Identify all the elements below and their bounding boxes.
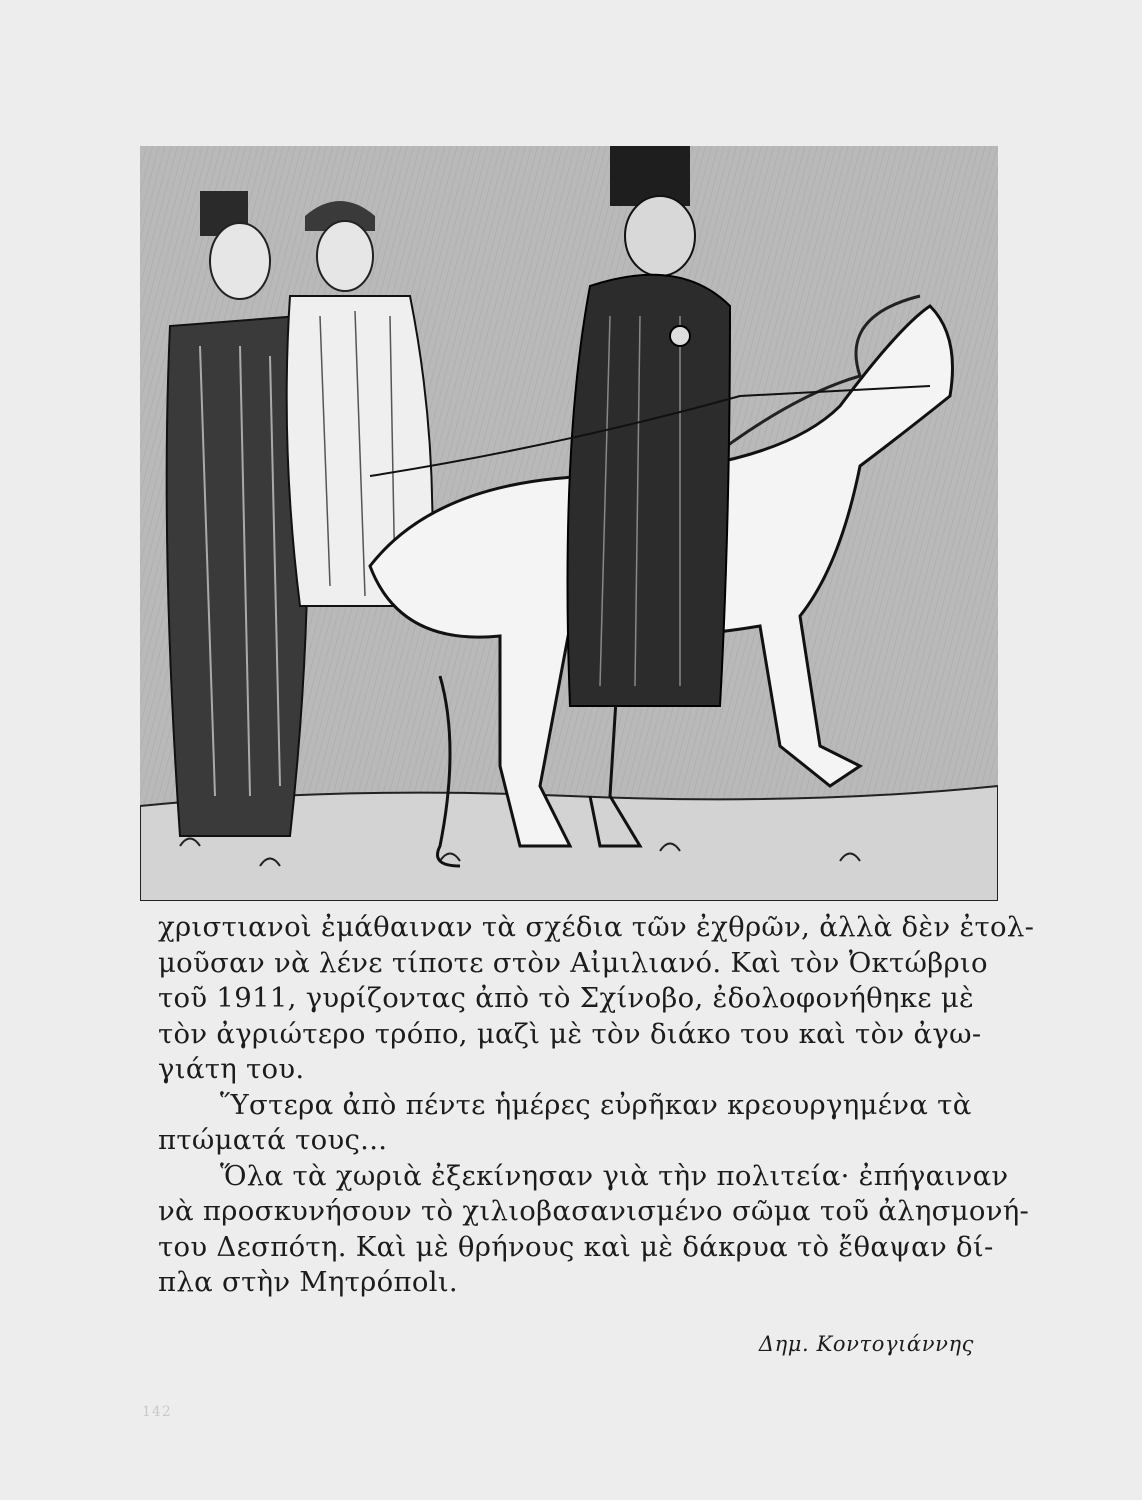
illustration-drawing xyxy=(140,146,998,901)
text-line: Ὕστερα ἀπὸ πέντε ἡμέρες εὐρῆκαν κρεουργημένα τὰ xyxy=(220,1088,972,1121)
text-line: χριστιανοὶ ἐμάθαιναν τὰ σχέδια τῶν ἐχθρῶν, ἀλλὰ δὲν ἐτολ- xyxy=(158,911,1035,943)
author-signature: Δημ. Κοντογιάννης xyxy=(758,1332,974,1356)
page-number: 142 xyxy=(142,1404,172,1420)
text-line: νὰ προσκυνήσουν τὸ χιλιοβασανισμένο σῶμα τοῦ ἀλησμονή- xyxy=(158,1195,1030,1227)
text-line: γιάτη του. xyxy=(158,1053,305,1085)
paragraph xyxy=(158,1088,998,1159)
paragraph xyxy=(158,910,1035,1088)
text-line: μοῦσαν νὰ λένε τίποτε στὸν Αἰμιλιανό. Καὶ τὸν Ὀκτώβριο xyxy=(158,946,988,979)
paragraph xyxy=(158,1159,1030,1301)
text-line: πτώματά τους... xyxy=(158,1124,388,1156)
body-text xyxy=(158,910,1035,1301)
text-line: του Δεσπότη. Καὶ μὲ θρήνους καὶ μὲ δάκρυα τὸ ἔθαψαν δί- xyxy=(158,1230,994,1263)
text-line: τοῦ 1911, γυρίζοντας ἀπὸ τὸ Σχίνοβο, ἐδολοφονήθηκε μὲ xyxy=(158,982,975,1014)
text-line: τὸν ἀγριώτερο τρόπο, μαζὶ μὲ τὸν διάκο του καὶ τὸν ἀγω- xyxy=(158,1017,982,1050)
text-line: Ὅλα τὰ χωριὰ ἐξεκίνησαν γιὰ τὴν πολιτεία· ἐπήγαιναν xyxy=(220,1159,1009,1192)
illustration-bishop-on-horseback xyxy=(140,146,998,901)
text-line: πλα στὴν Μητρόποlι. xyxy=(158,1266,458,1298)
